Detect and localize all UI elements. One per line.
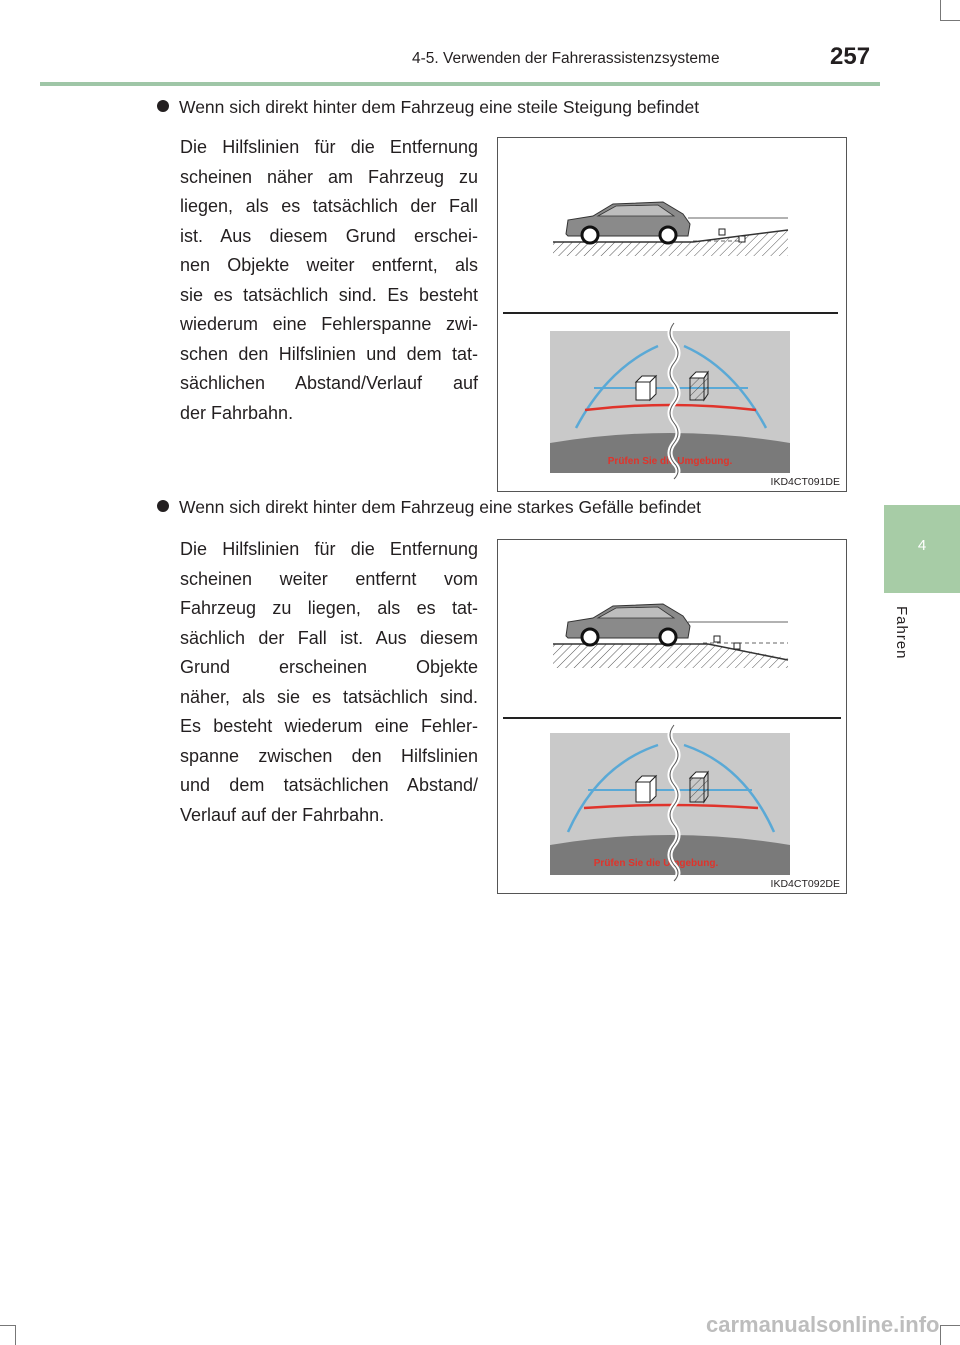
figure-code: IKD4CT091DE [770, 476, 840, 488]
figure-downhill [497, 539, 847, 894]
paragraph-line: wiederum eine Fehlerspanne zwi- [180, 314, 478, 334]
crop-mark [940, 1325, 960, 1326]
crop-mark [15, 1325, 16, 1345]
paragraph-line: der Fahrbahn. [180, 402, 294, 423]
screen-warning: Prüfen Sie die Umgebung. [593, 858, 719, 869]
paragraph-line: Verlauf auf der Fahrbahn. [180, 804, 385, 825]
obstacle-icon [636, 776, 656, 802]
figure-downhill-illustration [498, 540, 846, 893]
section-heading [157, 97, 699, 118]
crop-mark [940, 0, 941, 20]
paragraph [180, 535, 478, 830]
paragraph-line: nen Objekte weiter entfernt, als [180, 255, 478, 275]
section-heading-text: Wenn sich direkt hinter dem Fahrzeug eine steile Steigung befindet [179, 97, 700, 117]
paragraph-line: sächlichen Abstand/Verlauf auf [180, 373, 478, 393]
paragraph-line: sächlich der Fall ist. Aus diesem [180, 627, 478, 648]
crop-mark [0, 1325, 15, 1326]
paragraph-line: Fahrzeug zu liegen, als es tat- [180, 598, 478, 618]
page-number: 257 [830, 43, 871, 70]
paragraph-line: Es besteht wiederum eine Fehler- [180, 716, 478, 736]
paragraph-line: Grund erscheinen Objekte [180, 657, 478, 677]
obstacle-hatched-icon [690, 372, 708, 400]
figure-uphill-illustration [498, 138, 846, 491]
section-heading-text: Wenn sich direkt hinter dem Fahrzeug eine starkes Gefälle befindet [179, 497, 702, 517]
paragraph-line: liegen, als es tatsächlich der Fall [180, 196, 478, 216]
paragraph-line: Die Hilfslinien für die Entfernung [180, 539, 478, 559]
paragraph-line: scheinen weiter entfernt vom [180, 568, 478, 589]
bullet-icon [157, 100, 169, 112]
section-title: 4-5. Verwenden der Fahrerassistenzsysteme [412, 50, 720, 67]
screen-warning: Prüfen Sie die Umgebung. [607, 456, 733, 467]
chapter-number: 4 [917, 537, 927, 554]
obstacle-hatched-icon [690, 772, 708, 802]
footer-watermark: carmanualsonline.info [706, 1312, 940, 1337]
car-icon [566, 604, 690, 645]
paragraph-line: Die Hilfslinien für die Entfernung [180, 137, 478, 157]
paragraph-line: näher, als sie es tatsächlich sind. [180, 686, 478, 707]
ground-hatch [553, 644, 788, 668]
paragraph-line: spanne zwischen den Hilfslinien [180, 745, 478, 766]
obstacle-icon [636, 376, 656, 400]
figure-uphill [497, 137, 847, 492]
chapter-label: Fahren [893, 606, 910, 660]
header-rule [40, 82, 880, 86]
paragraph-line: sie es tatsächlich sind. Es besteht [180, 284, 478, 305]
paragraph-line: ist. Aus diesem Grund erschei- [180, 225, 478, 246]
car-icon [566, 202, 690, 243]
paragraph [180, 133, 478, 428]
chapter-tab [884, 505, 960, 593]
bullet-icon [157, 500, 169, 512]
crop-mark [940, 20, 960, 21]
paragraph-line: scheinen näher am Fahrzeug zu [180, 166, 478, 187]
figure-code: IKD4CT092DE [770, 878, 840, 890]
paragraph-line: und dem tatsächlichen Abstand/ [180, 775, 478, 795]
paragraph-line: schen den Hilfslinien und dem tat- [180, 343, 478, 364]
crop-mark [940, 1325, 941, 1345]
section-heading [157, 497, 701, 518]
